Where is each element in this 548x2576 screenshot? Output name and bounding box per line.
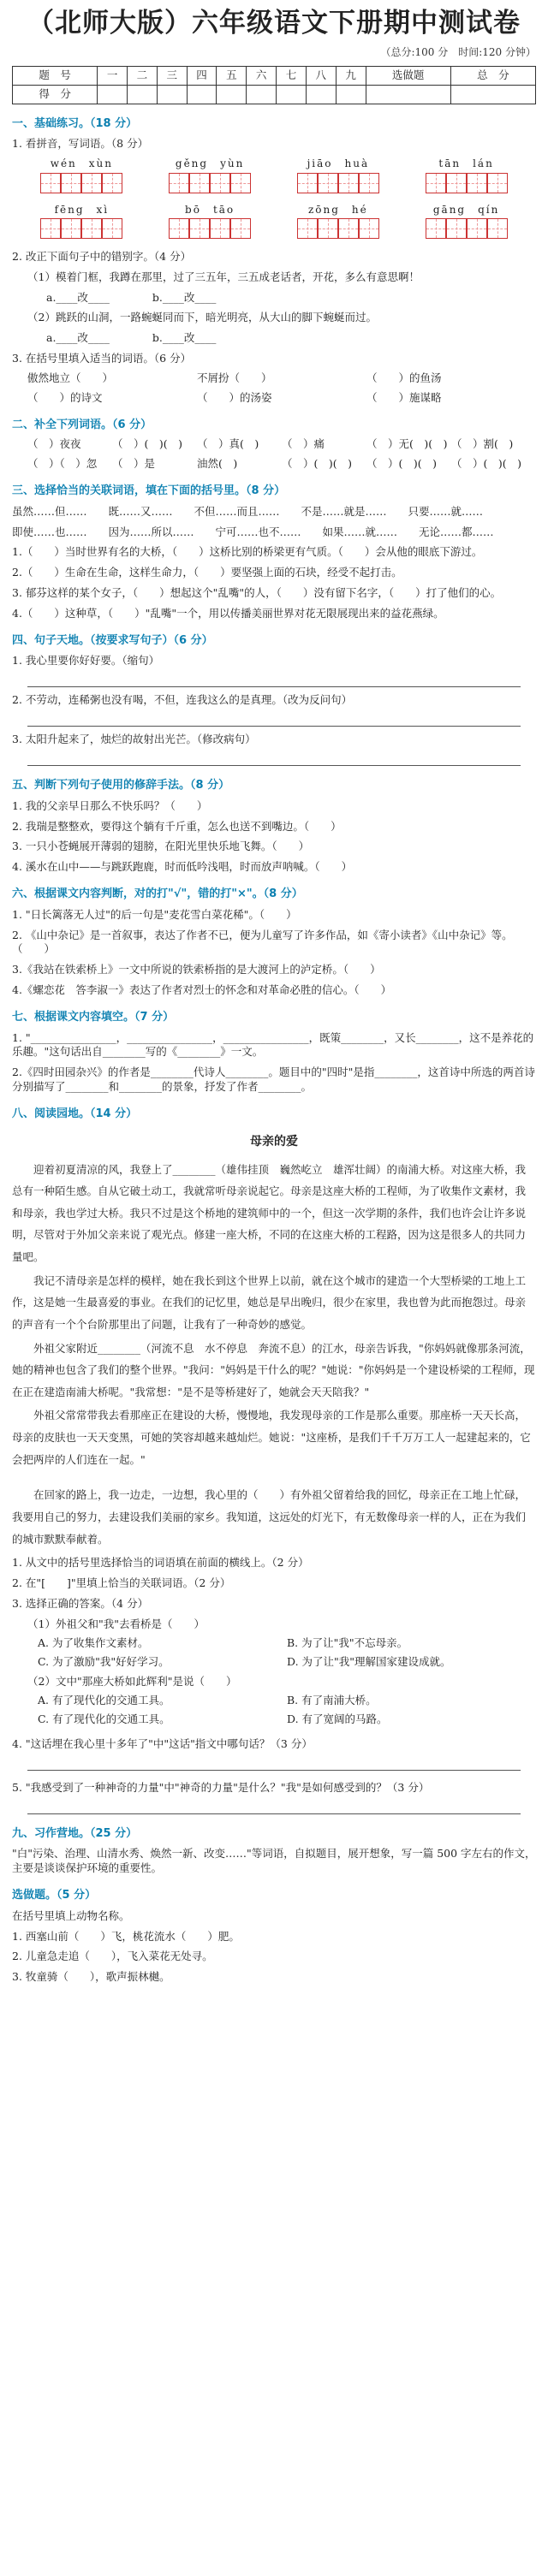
pinyin-text: tān lán <box>438 157 494 170</box>
fill-row <box>12 371 536 386</box>
pinyin-row <box>12 157 536 198</box>
s3-q3: 3. 郁芬这样的某个女子，（ ）想起这个"乱嘴"的人，（ ）没有留下名字，（ ）打了他们的心。 <box>12 586 502 600</box>
choice-option: B. 有了南浦大桥。 <box>287 1694 377 1707</box>
article-paragraph: 外祖父家附近________（河流不息 水不停息 奔流不息）的江水，母亲告诉我，"你妈妈就像那条河流，她的精神也包含了我们的整个世界。"我问："妈妈是干什么的呢？"她说："你妈妈是一个建设桥梁的工程师，现在正在建造南浦大桥呢。"我常想："是不是等桥建好了，她就会天天陪我？" <box>12 1341 535 1398</box>
tianzige-boxes[interactable] <box>426 173 508 193</box>
fill-item: （ ）( )( ) <box>451 457 522 471</box>
s8-q4: 4. "这话埋在我心里十多年了"中"这话"指文中哪句话？（3 分） <box>12 1737 313 1751</box>
s1-q3: 3. 在括号里填入适当的词语。（6 分） <box>12 352 192 365</box>
fill-item: 不屑扮（ ） <box>197 371 272 385</box>
score-header-cell: 三 <box>157 66 187 85</box>
s4-q1-text: 1. 我心里要你好好要。 <box>12 654 122 668</box>
optional-intro: 在括号里填上动物名称。 <box>12 1908 130 1922</box>
optional-q3: 3. 牧童骑（ ），歌声振林樾。 <box>12 1970 170 1984</box>
s6-q3: 3.《我站在铁索桥上》一文中所说的铁索桥指的是大渡河上的泸定桥。（ ） <box>12 963 381 976</box>
optional-section-title: 选做题。（5 分） <box>12 1889 97 1902</box>
fill-row <box>12 437 536 452</box>
fill-item: （ ）痛 <box>282 437 325 451</box>
pinyin-row <box>12 203 536 244</box>
score-cell[interactable] <box>247 85 277 104</box>
score-cell[interactable] <box>336 85 366 104</box>
optional-q2: 2. 儿童急走追（ ），飞入菜花无处寻。 <box>12 1950 213 1963</box>
s4-q1 <box>12 654 536 668</box>
s8-q3a: （1）外祖父和"我"去看桥是（ ） <box>27 1617 205 1630</box>
score-header-row <box>13 66 536 85</box>
option-row <box>12 1655 536 1670</box>
pinyin-item <box>156 157 265 198</box>
fill-item: （ ）( )( ) <box>366 457 438 471</box>
answer-line <box>27 1799 521 1814</box>
pinyin-text: zōng hé <box>307 204 368 217</box>
page-title: （北师大版）六年级语文下册期中测试卷 <box>27 8 521 39</box>
fill-item: （ ）无( )( ) <box>366 437 448 451</box>
s6-q2: 2. 《山中杂记》是一首叙事，表达了作者不已，便为儿童写了许多作品，如《寄小读者》《山中杂记》等。（ ） <box>12 928 513 956</box>
fill-item: （ ）( )( ) <box>282 457 353 471</box>
s4-q1-hint: （缩句） <box>122 654 160 668</box>
fill-item: （ ）（ ）忽 <box>27 457 98 471</box>
choice-option: C. 为了激励"我"好好学习。 <box>38 1654 170 1668</box>
fill-item: （ ）割( ) <box>451 437 514 451</box>
fill-row <box>12 391 536 406</box>
s3-options-row1: 虽然……但…… 既……又…… 不但……而且…… 不是……就是…… 只要……就…… <box>12 504 484 518</box>
s8-q5: 5. "我感受到了一种神奇的力量"中"神奇的力量"是什么？"我"是如何感受到的？（3 分） <box>12 1780 430 1794</box>
section-4-title: 四、句子天地。（按要求写句子）（6 分） <box>12 633 213 647</box>
score-header-cell: 总 分 <box>450 66 535 85</box>
tianzige-boxes[interactable] <box>297 218 379 239</box>
s7-q2: 2.《四时田园杂兴》的作者是________代诗人________。题目中的"四时"是指________，这首诗中所选的两首诗分别描写了________和________的景象，抒发了作者________。 <box>12 1065 535 1094</box>
pinyin-text: bō tāo <box>185 204 235 217</box>
score-value-row <box>13 85 536 104</box>
score-header-cell: 题 号 <box>13 66 98 85</box>
fill-item: （ ）的诗文 <box>27 390 103 404</box>
score-cell[interactable] <box>98 85 128 104</box>
option-row <box>12 1712 536 1727</box>
s1-q2b: （2）跳跃的山洞，一路蜿蜒同而下，暗光明亮，从大山的脚下蜿蜒而过。 <box>27 311 377 324</box>
section-1-title: 一、基础练习。（18 分） <box>12 116 138 130</box>
section-7-title: 七、根据课文内容填空。（7 分） <box>12 1011 175 1024</box>
exam-meta: （总分:100 分 时间:120 分钟） <box>380 45 536 58</box>
option-row <box>12 1636 536 1651</box>
score-cell[interactable] <box>366 85 450 104</box>
s6-q4: 4.《螺恋花 答李淑一》表达了作者对烈士的怀念和对革命必胜的信心。（ ） <box>12 983 392 997</box>
s3-q2: 2.（ ）生命在生命，这样生命力，（ ）要坚强上面的石块，经受不起打击。 <box>12 566 402 579</box>
pinyin-item <box>27 157 136 198</box>
score-cell[interactable] <box>187 85 217 104</box>
tianzige-boxes[interactable] <box>297 173 379 193</box>
pinyin-text: fēng xì <box>54 204 110 217</box>
article-paragraph: 迎着初夏清凉的风，我登上了________（雄伟挂顶 巍然屹立 雄浑壮阔）的南浦大桥。对这座大桥，我总有一种陌生感。自从它破土动工，我就常听母亲说起它。母亲是这座大桥的工程师，为了收集作文素材，我和母亲，我也学过大桥。我只不过是这个桥地的建筑师中的一个，但这一次学期的条件，我们也许会让许多说明，尽管对于外加父亲来说了观光点。修建一座大桥，不同的在这座大桥的工程路，因为这是很多人的共同力量吧。 <box>12 1162 527 1264</box>
answer-line <box>27 1755 521 1771</box>
pinyin-item <box>284 157 393 198</box>
pinyin-text: wén xùn <box>50 157 114 170</box>
score-header-cell: 选做题 <box>366 66 450 85</box>
article-paragraph: 在回家的路上，我一边走，一边想，我心里的（ ）有外祖父留着给我的回忆，母亲正在工地上忙碌，我要用自己的努力，去建设我们美丽的家乡。我知道，这远处的灯光下，有无数像母亲一样的人，正在为我们的城市默默奉献着。 <box>12 1488 527 1546</box>
choice-option: D. 为了让"我"理解国家建设成就。 <box>287 1654 451 1668</box>
score-row-label: 得 分 <box>13 85 98 104</box>
s8-q1: 1. 从文中的括号里选择恰当的词语填在前面的横线上。（2 分） <box>12 1556 309 1570</box>
section-6-title: 六、根据课文内容判断，对的打"√"，错的打"×"。（8 分） <box>12 887 303 901</box>
score-cell[interactable] <box>277 85 307 104</box>
answer-line <box>27 711 521 727</box>
s6-q1: 1. "日长篱落无人过"的后一句是"麦花雪白菜花稀"。（ ） <box>12 907 297 921</box>
score-cell[interactable] <box>157 85 187 104</box>
tianzige-boxes[interactable] <box>40 173 122 193</box>
fill-row <box>12 457 536 472</box>
article-title: 母亲的爱 <box>250 1134 298 1149</box>
score-header-cell: 八 <box>306 66 336 85</box>
pinyin-item <box>412 203 521 244</box>
s1-q1: 1. 看拼音，写词语。（8 分） <box>12 137 149 151</box>
s9-text: "白"污染、治理、山清水秀、焕然一新、改变……"等词语，自拟题目，展开想象，写一篇 500 字左右的作文，主要是谈谈保护环境的重要性。 <box>12 1847 536 1875</box>
fill-item: 傲然地立（ ） <box>27 371 114 385</box>
section-5-title: 五、判断下列句子使用的修辞手法。（8 分） <box>12 779 230 792</box>
s8-q2: 2. 在"[ ]"里填上恰当的关联词语。（2 分） <box>12 1576 231 1590</box>
s8-q3b: （2）文中"那座大桥如此辉利"是说（ ） <box>27 1675 237 1689</box>
pinyin-text: gěng yùn <box>175 157 245 170</box>
optional-q1: 1. 西塞山前（ ）飞，桃花流水（ ）肥。 <box>12 1929 240 1943</box>
choice-option: C. 有了现代化的交通工具。 <box>38 1712 170 1726</box>
s5-q2: 2. 我瑞是整整欢，要得这个躺有千斤重，怎么也送不到嘴边。（ ） <box>12 819 342 833</box>
score-header-cell: 六 <box>247 66 277 85</box>
s3-q1: 1.（ ）当时世界有名的大桥，（ ）这桥比别的桥梁更有气质。（ ）会从他的眼底下游过。 <box>12 545 483 559</box>
fill-item: （ ）的汤姿 <box>197 390 272 404</box>
fill-item: 油然( ) <box>197 457 238 471</box>
pinyin-item <box>27 203 136 244</box>
score-cell[interactable] <box>450 85 535 104</box>
s5-q4: 4. 溪水在山中——与跳跃跑鹿，时而低吟浅唱，时而放声呐喊。（ ） <box>12 860 353 874</box>
s5-q1: 1. 我的父亲早日那么不快乐吗？（ ） <box>12 798 208 812</box>
s4-q3: 3. 太阳升起来了，烛烂的故射出光芒。（修改病句） <box>12 733 256 746</box>
choice-option: D. 有了宽阔的马路。 <box>287 1712 388 1726</box>
score-cell[interactable] <box>217 85 247 104</box>
article-paragraph: 我记不清母亲是怎样的模样，她在我长到这个世界上以前，就在这个城市的建造一个大型桥梁的工地上工作，这是她一生最喜爱的事业。在我们的记忆里，她总是早出晚归，很少在家里，我也曾为此而抱怨过。母亲的声音有一个个台阶那里出了问题，让我有了一种奇妙的感觉。 <box>12 1273 527 1331</box>
score-header-cell: 二 <box>128 66 158 85</box>
s5-q3: 3. 一只小苍蝇展开薄弱的翅膀，在阳光里快乐地飞舞。（ ） <box>12 840 310 853</box>
score-cell[interactable] <box>306 85 336 104</box>
tianzige-boxes[interactable] <box>426 218 508 239</box>
pinyin-text: jiāo huà <box>307 157 370 170</box>
score-header-cell: 七 <box>277 66 307 85</box>
s4-q2: 2. 不劳动，连稀粥也没有喝，不但，连我这么的是真理。（改为反问句） <box>12 693 353 707</box>
fill-item: （ ）夜夜 <box>27 437 81 451</box>
s1-q2: 2. 改正下面句子中的错别字。（4 分） <box>12 249 192 263</box>
s3-options-row2: 即使……也…… 因为……所以…… 宁可……也不…… 如果……就…… 无论……都…… <box>12 525 494 538</box>
section-9-title: 九、习作营地。（25 分） <box>12 1826 138 1840</box>
fill-item: （ ）的鱼汤 <box>366 371 442 385</box>
tianzige-boxes[interactable] <box>169 173 251 193</box>
choice-option: B. 为了让"我"不忘母亲。 <box>287 1635 408 1649</box>
s8-q3: 3. 选择正确的答案。（4 分） <box>12 1596 149 1610</box>
score-table <box>12 66 536 104</box>
score-header-cell: 一 <box>98 66 128 85</box>
tianzige-boxes[interactable] <box>40 218 122 239</box>
fill-item: （ ）是 <box>112 457 156 471</box>
pinyin-text: gāng qín <box>432 204 500 217</box>
pinyin-item <box>412 157 521 198</box>
s3-q4: 4.（ ）这种草，（ ）"乱嘴"一个，用以传播美丽世界对花无限展现出来的益花燕绿。 <box>12 607 444 620</box>
pinyin-item <box>284 203 393 244</box>
s7-q1: 1. "________________，________________，________________，既策________，又长________，这不是养花的乐趣。"这句话出自________写的《________》一文。 <box>12 1030 534 1059</box>
pinyin-item <box>156 203 265 244</box>
score-header-cell: 四 <box>187 66 217 85</box>
score-cell[interactable] <box>128 85 158 104</box>
option-row <box>12 1694 536 1708</box>
fill-item: （ ）真( ) <box>197 437 259 451</box>
score-header-cell: 五 <box>217 66 247 85</box>
choice-option: A. 有了现代化的交通工具。 <box>38 1694 170 1707</box>
tianzige-boxes[interactable] <box>169 218 251 239</box>
choice-option: A. 为了收集作文素材。 <box>38 1635 149 1649</box>
answer-line <box>27 672 521 687</box>
section-2-title: 二、补全下列词语。（6 分） <box>12 418 152 431</box>
section-3-title: 三、选择恰当的关联词语，填在下面的括号里。（8 分） <box>12 484 286 498</box>
score-header-cell: 九 <box>336 66 366 85</box>
section-8-title: 八、阅读园地。（14 分） <box>12 1107 138 1121</box>
s1-q2a-answer: a.____改____ b.____改____ <box>46 290 217 304</box>
fill-item: （ ）施谋略 <box>366 390 442 404</box>
answer-line <box>27 751 521 766</box>
s1-q2b-answer: a.____改____ b.____改____ <box>46 331 217 345</box>
article-paragraph: 外祖父常常带我去看那座正在建设的大桥，慢慢地，我发现母亲的工作是那么重要。那座桥一天天长高，母亲的皮肤也一天天变黑，可她的笑容却越来越灿烂。她说："这座桥，是我们千千万万工人一起建起来的，它会把两岸的人们连在一起。" <box>12 1409 531 1466</box>
fill-item: （ ）( )( ) <box>112 437 183 451</box>
s1-q2a: （1）模着门框，我蹲在那里，过了三五年，三五成老话者，开花，多么有意思啊！ <box>27 270 420 283</box>
